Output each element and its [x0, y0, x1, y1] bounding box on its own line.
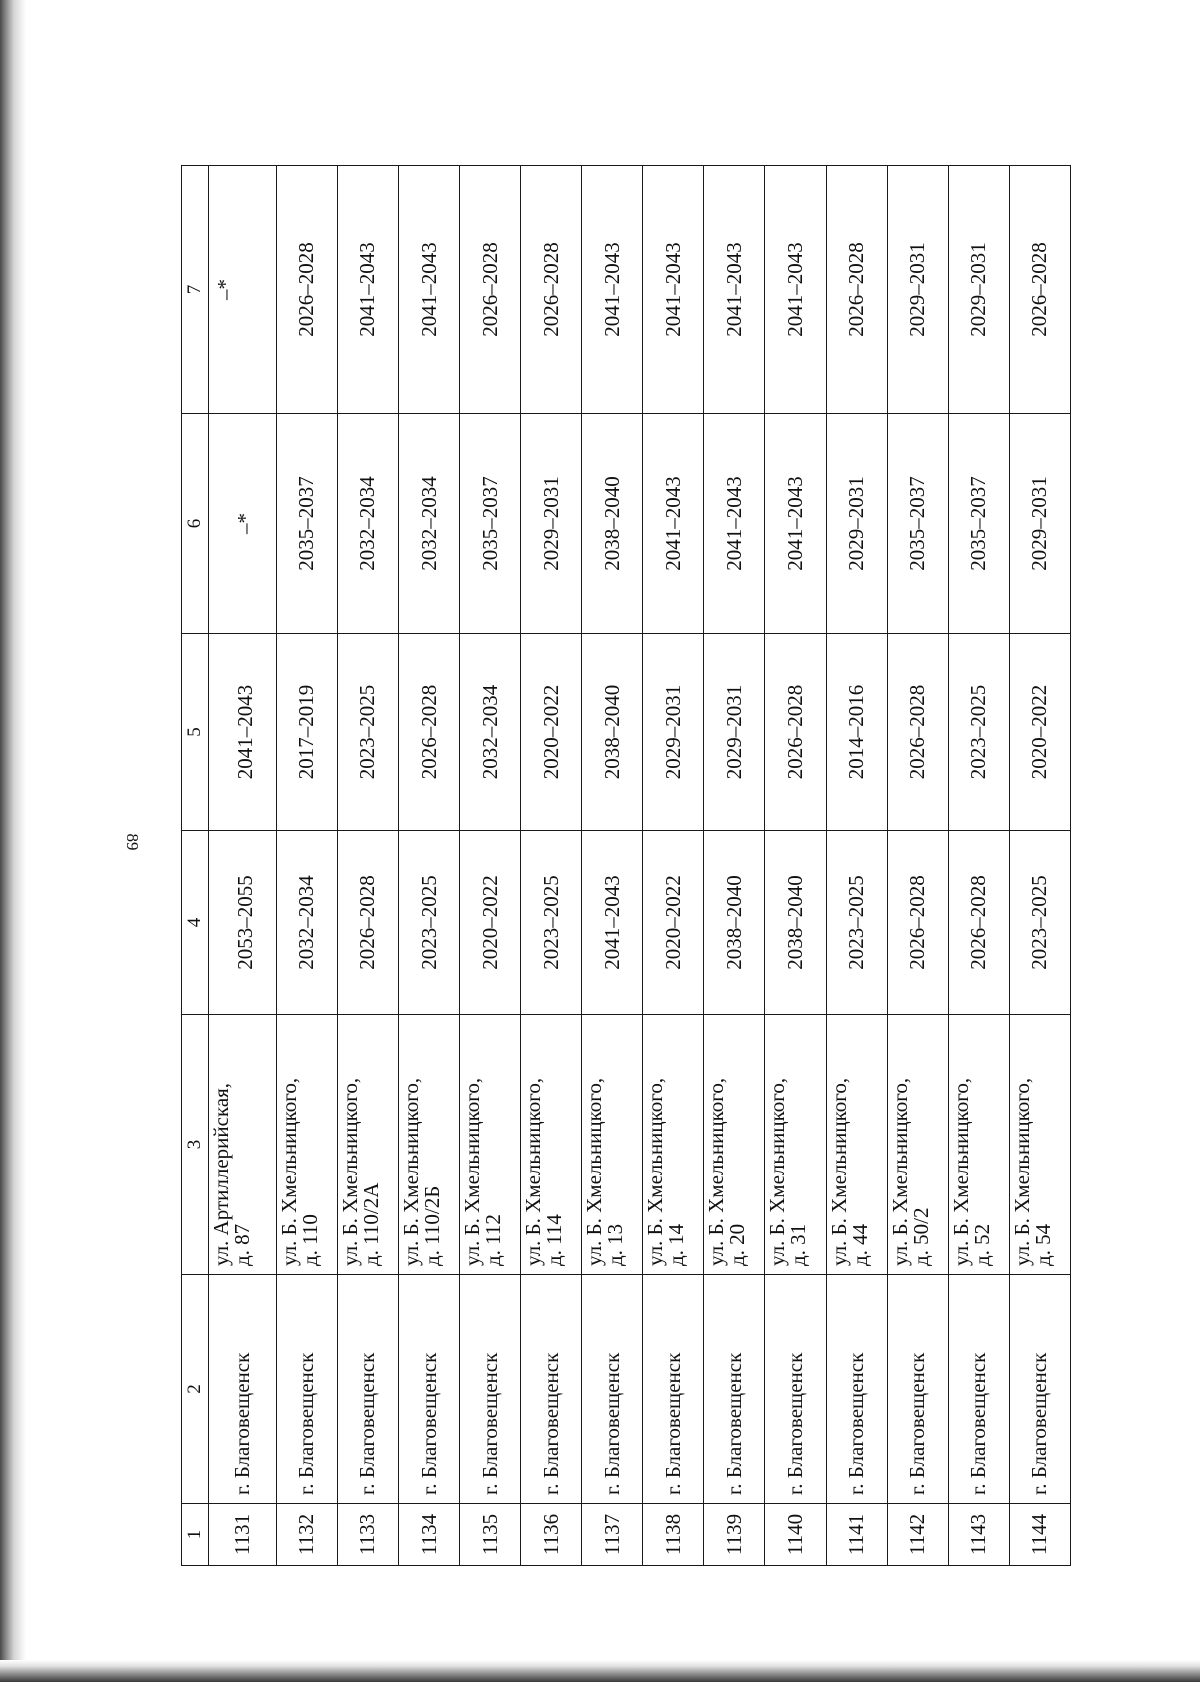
header-cell-5: 5	[182, 634, 209, 831]
address-cell	[826, 1015, 887, 1275]
address-street: ул. Б. Хмельницкого,	[765, 1077, 790, 1266]
address-cell	[765, 1015, 826, 1275]
period-col7-cell: 2041–2043	[765, 166, 826, 414]
address-house: д. 31	[786, 1223, 811, 1266]
period-col7-cell: 2041–2043	[337, 166, 398, 414]
period-col6-cell: –*	[209, 414, 277, 634]
address-house: д. 110/2А	[358, 1182, 383, 1266]
table-body	[182, 166, 1071, 1566]
period-col5-cell: 2020–2022	[1009, 634, 1070, 831]
period-col7-cell: 2029–2031	[948, 166, 1009, 414]
scan-shadow-left	[0, 0, 26, 1682]
period-col6-cell: 2035–2037	[887, 414, 948, 634]
period-col4-cell: 2020–2022	[460, 831, 521, 1015]
period-col6-cell: 2029–2031	[826, 414, 887, 634]
table-row	[887, 166, 948, 1566]
period-col7-cell: 2026–2028	[521, 166, 582, 414]
city-cell: г. Благовещенск	[460, 1275, 521, 1504]
row-number-cell: 1143	[948, 1504, 1009, 1566]
period-col5-cell: 2017–2019	[276, 634, 337, 831]
city-cell: г. Благовещенск	[399, 1275, 460, 1504]
address-street: ул. Б. Хмельницкого,	[276, 1077, 301, 1266]
period-col6-cell: 2038–2040	[582, 414, 643, 634]
address-street: ул. Б. Хмельницкого,	[704, 1077, 729, 1266]
row-number-cell: 1131	[209, 1504, 277, 1566]
address-cell	[704, 1015, 765, 1275]
address-house: д. 13	[603, 1223, 628, 1266]
address-cell	[582, 1015, 643, 1275]
city-cell: г. Благовещенск	[521, 1275, 582, 1504]
period-col5-cell: 2020–2022	[521, 634, 582, 831]
period-col7-cell: 2041–2043	[582, 166, 643, 414]
header-cell-4: 4	[182, 831, 209, 1015]
address-street: ул. Б. Хмельницкого,	[582, 1077, 607, 1266]
period-col6-cell: 2029–2031	[521, 414, 582, 634]
address-cell	[521, 1015, 582, 1275]
period-col4-cell: 2032–2034	[276, 831, 337, 1015]
row-number-cell: 1137	[582, 1504, 643, 1566]
address-street: ул. Б. Хмельницкого,	[643, 1077, 668, 1266]
page-number: 89	[123, 833, 142, 851]
address-street: ул. Б. Хмельницкого,	[399, 1077, 424, 1266]
period-col6-cell: 2041–2043	[704, 414, 765, 634]
table-row	[337, 166, 398, 1566]
table-row	[1009, 166, 1070, 1566]
address-street: ул. Б. Хмельницкого,	[1009, 1077, 1034, 1266]
header-cell-1: 1	[182, 1504, 209, 1566]
header-cell-2: 2	[182, 1275, 209, 1504]
row-number-cell: 1132	[276, 1504, 337, 1566]
period-col6-cell: 2032–2034	[337, 414, 398, 634]
period-col7-cell: 2041–2043	[704, 166, 765, 414]
address-street: ул. Б. Хмельницкого,	[521, 1077, 546, 1266]
period-col7-cell: 2026–2028	[1009, 166, 1070, 414]
scan-shadow-bottom	[0, 1660, 1200, 1682]
period-col7-cell: 2026–2028	[276, 166, 337, 414]
period-col4-cell: 2023–2025	[1009, 831, 1070, 1015]
row-number-cell: 1144	[1009, 1504, 1070, 1566]
row-number-cell: 1142	[887, 1504, 948, 1566]
period-col4-cell: 2023–2025	[826, 831, 887, 1015]
row-number-cell: 1136	[521, 1504, 582, 1566]
address-cell	[276, 1015, 337, 1275]
address-house: д. 112	[481, 1214, 506, 1266]
table-row	[521, 166, 582, 1566]
table-row	[765, 166, 826, 1566]
period-col5-cell: 2023–2025	[948, 634, 1009, 831]
address-street: ул. Б. Хмельницкого,	[337, 1077, 362, 1266]
period-col5-cell: 2029–2031	[643, 634, 704, 831]
table-row	[209, 166, 277, 1566]
table-row	[948, 166, 1009, 1566]
period-col6-cell: 2032–2034	[399, 414, 460, 634]
row-number-cell: 1133	[337, 1504, 398, 1566]
period-col4-cell: 2026–2028	[337, 831, 398, 1015]
address-house: д. 50/2	[908, 1207, 933, 1266]
table-row	[399, 166, 460, 1566]
row-number-cell: 1140	[765, 1504, 826, 1566]
period-col5-cell: 2038–2040	[582, 634, 643, 831]
address-cell	[1009, 1015, 1070, 1275]
address-cell	[399, 1015, 460, 1275]
period-col6-cell: 2035–2037	[460, 414, 521, 634]
row-number-cell: 1134	[399, 1504, 460, 1566]
period-col4-cell: 2038–2040	[704, 831, 765, 1015]
period-col6-cell: 2035–2037	[276, 414, 337, 634]
header-row	[182, 166, 209, 1566]
city-cell: г. Благовещенск	[643, 1275, 704, 1504]
table-row	[460, 166, 521, 1566]
city-cell: г. Благовещенск	[948, 1275, 1009, 1504]
period-col7-cell: 2026–2028	[826, 166, 887, 414]
period-col4-cell: 2026–2028	[948, 831, 1009, 1015]
city-cell: г. Благовещенск	[337, 1275, 398, 1504]
period-col7-cell: –*	[209, 166, 277, 414]
schedule-table	[181, 165, 1071, 1566]
rotated-table-container	[181, 166, 1071, 1566]
period-col4-cell: 2026–2028	[887, 831, 948, 1015]
period-col6-cell: 2041–2043	[765, 414, 826, 634]
period-col6-cell: 2035–2037	[948, 414, 1009, 634]
period-col5-cell: 2014–2016	[826, 634, 887, 831]
row-number-cell: 1138	[643, 1504, 704, 1566]
row-number-cell: 1139	[704, 1504, 765, 1566]
address-house: д. 44	[847, 1223, 872, 1266]
address-street: ул. Б. Хмельницкого,	[826, 1077, 851, 1266]
period-col6-cell: 2041–2043	[643, 414, 704, 634]
period-col4-cell: 2053–2055	[209, 831, 277, 1015]
city-cell: г. Благовещенск	[276, 1275, 337, 1504]
address-street: ул. Б. Хмельницкого,	[948, 1077, 973, 1266]
header-cell-6: 6	[182, 414, 209, 634]
address-house: д. 52	[969, 1223, 994, 1266]
period-col5-cell: 2041–2043	[209, 634, 277, 831]
row-number-cell: 1141	[826, 1504, 887, 1566]
city-cell: г. Благовещенск	[887, 1275, 948, 1504]
city-cell: г. Благовещенск	[582, 1275, 643, 1504]
table-row	[276, 166, 337, 1566]
period-col4-cell: 2020–2022	[643, 831, 704, 1015]
period-col5-cell: 2032–2034	[460, 634, 521, 831]
header-cell-3: 3	[182, 1015, 209, 1275]
row-number-cell: 1135	[460, 1504, 521, 1566]
period-col4-cell: 2038–2040	[765, 831, 826, 1015]
address-house: д. 110/2Б	[420, 1185, 445, 1266]
address-cell	[460, 1015, 521, 1275]
city-cell: г. Благовещенск	[765, 1275, 826, 1504]
address-cell	[209, 1015, 277, 1275]
address-house: д. 114	[542, 1214, 567, 1266]
address-street: ул. Б. Хмельницкого,	[887, 1077, 912, 1266]
period-col5-cell: 2026–2028	[887, 634, 948, 831]
period-col5-cell: 2026–2028	[399, 634, 460, 831]
period-col4-cell: 2041–2043	[582, 831, 643, 1015]
table-row	[582, 166, 643, 1566]
address-house: д. 20	[725, 1223, 750, 1266]
period-col7-cell: 2041–2043	[643, 166, 704, 414]
city-cell: г. Благовещенск	[209, 1275, 277, 1504]
address-house: д. 110	[297, 1214, 322, 1266]
address-cell	[948, 1015, 1009, 1275]
address-house: д. 87	[230, 1223, 254, 1266]
address-street: ул. Артиллерийская,	[209, 1082, 233, 1266]
address-house: д. 14	[664, 1223, 689, 1266]
table-row	[643, 166, 704, 1566]
period-col5-cell: 2026–2028	[765, 634, 826, 831]
period-col6-cell: 2029–2031	[1009, 414, 1070, 634]
period-col4-cell: 2023–2025	[399, 831, 460, 1015]
address-cell	[643, 1015, 704, 1275]
period-col5-cell: 2023–2025	[337, 634, 398, 831]
period-col7-cell: 2041–2043	[399, 166, 460, 414]
period-col7-cell: 2029–2031	[887, 166, 948, 414]
city-cell: г. Благовещенск	[1009, 1275, 1070, 1504]
period-col4-cell: 2023–2025	[521, 831, 582, 1015]
period-col5-cell: 2029–2031	[704, 634, 765, 831]
address-cell	[337, 1015, 398, 1275]
address-street: ул. Б. Хмельницкого,	[460, 1077, 485, 1266]
address-house: д. 54	[1030, 1223, 1055, 1266]
table-row	[704, 166, 765, 1566]
city-cell: г. Благовещенск	[826, 1275, 887, 1504]
city-cell: г. Благовещенск	[704, 1275, 765, 1504]
header-cell-7: 7	[182, 166, 209, 414]
period-col7-cell: 2026–2028	[460, 166, 521, 414]
address-cell	[887, 1015, 948, 1275]
table-row	[826, 166, 887, 1566]
